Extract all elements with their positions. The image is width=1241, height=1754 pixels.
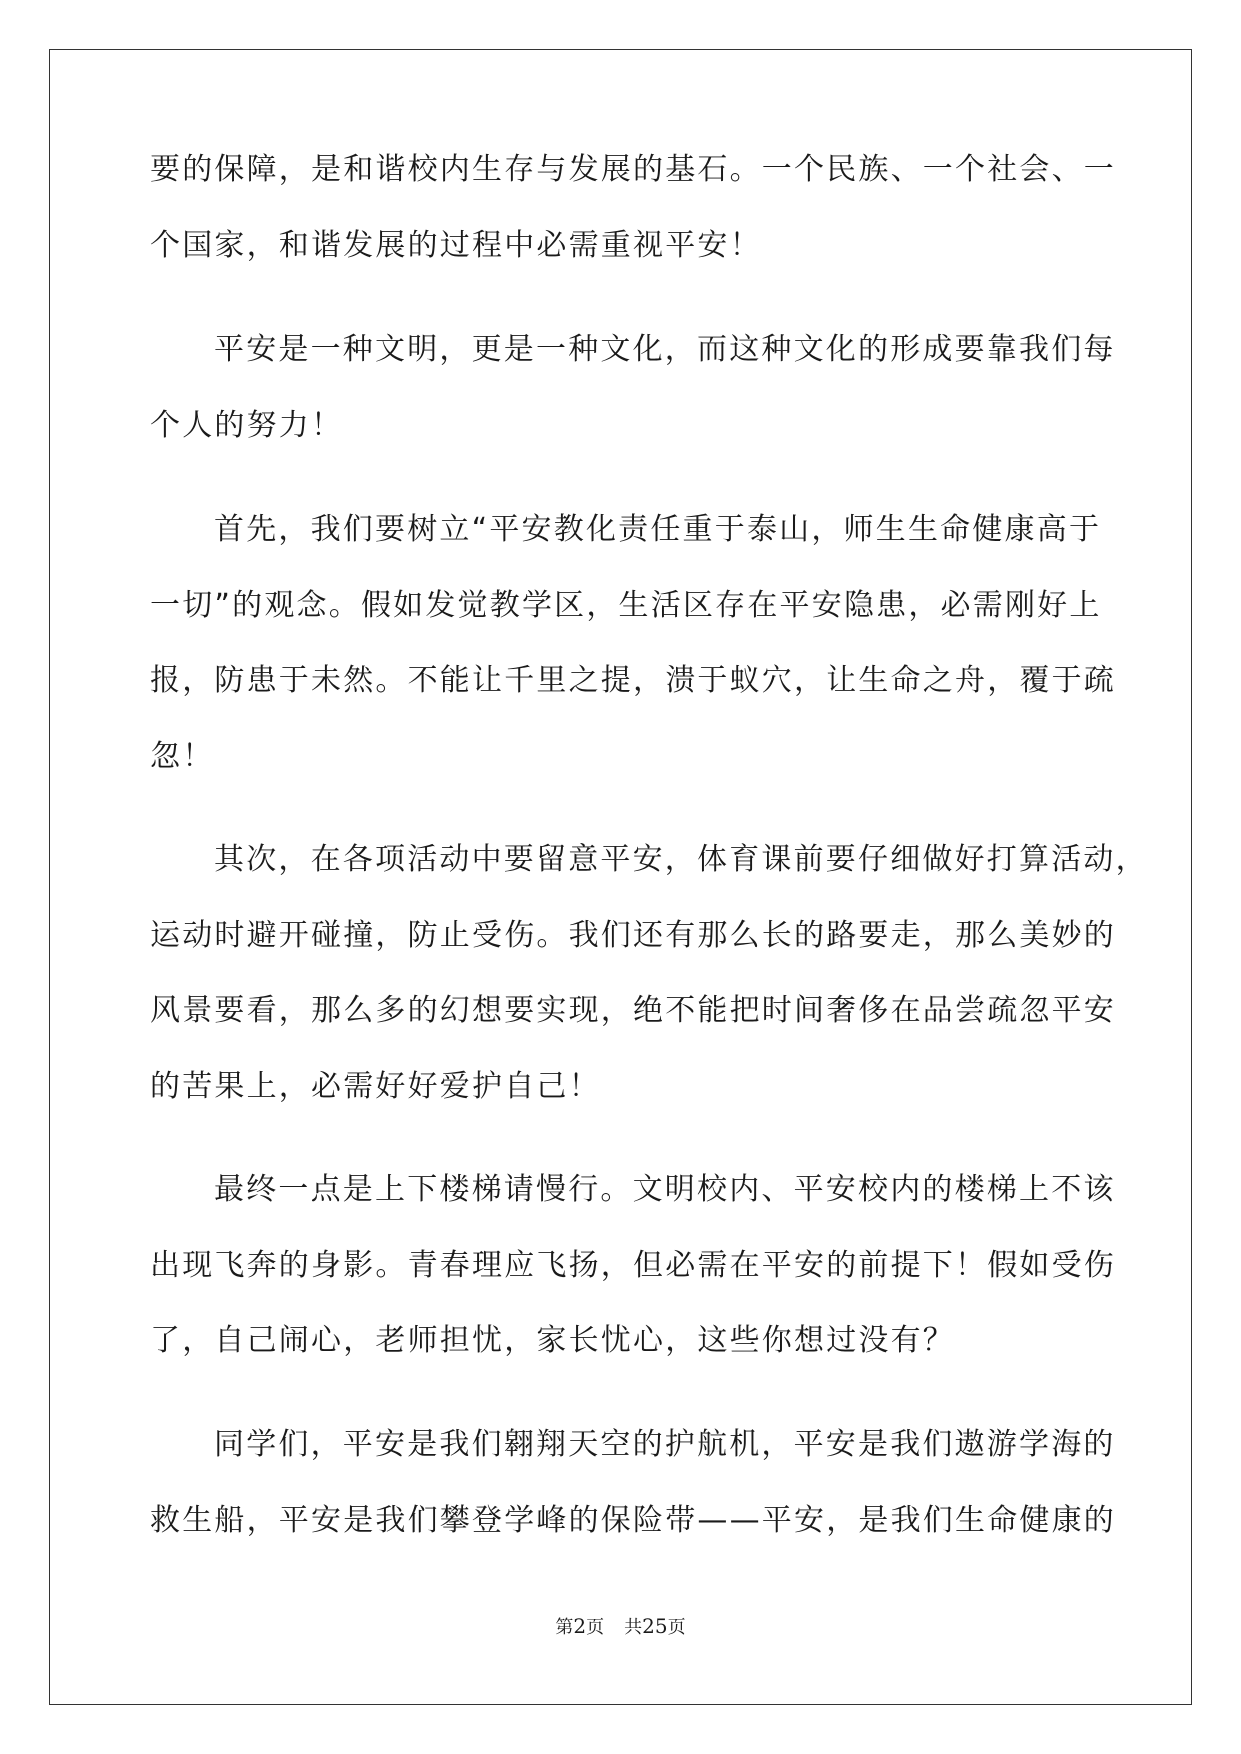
paragraph-first-line: 同学们，平安是我们翱翔天空的护航机，平安是我们遨游学海的 — [214, 1427, 1116, 1462]
text-line: 个人的努力！ — [150, 408, 344, 443]
text-line: 个国家，和谐发展的过程中必需重视平安！ — [150, 228, 762, 263]
page-footer — [0, 1614, 1241, 1640]
page-suffix: 页 — [586, 1617, 605, 1638]
text-line: 的苦果上，必需好好爱护自己！ — [150, 1069, 601, 1104]
text-line: 运动时避开碰撞，防止受伤。我们还有那么长的路要走，那么美妙的 — [150, 918, 1116, 953]
text-line: 一切”的观念。假如发觉教学区，生活区存在平安隐患，必需刚好上 — [150, 588, 1102, 623]
total-prefix: 共 — [624, 1617, 643, 1638]
text-line: 风景要看，那么多的幻想要实现，绝不能把时间奢侈在品尝疏忽平安 — [150, 993, 1116, 1028]
text-line: 救生船，平安是我们攀登学峰的保险带——平安，是我们生命健康的 — [150, 1503, 1116, 1538]
text-line: 忽！ — [150, 739, 215, 774]
paragraph-first-line: 其次，在各项活动中要留意平安，体育课前要仔细做好打算活动， — [214, 842, 1148, 877]
paragraph-first-line: 平安是一种文明，更是一种文化，而这种文化的形成要靠我们每 — [214, 332, 1116, 367]
total-suffix: 页 — [667, 1617, 686, 1638]
total-pages: 25 — [642, 1614, 668, 1638]
page-number: 2 — [573, 1614, 587, 1638]
paragraph-first-line: 最终一点是上下楼梯请慢行。文明校内、平安校内的楼梯上不该 — [214, 1172, 1116, 1207]
text-line: 报，防患于未然。不能让千里之提，溃于蚁穴，让生命之舟，覆于疏 — [150, 663, 1116, 698]
text-line: 要的保障，是和谐校内生存与发展的基石。一个民族、一个社会、一 — [150, 152, 1116, 187]
text-line: 了，自己闹心，老师担忧，家长忧心，这些你想过没有？ — [150, 1323, 955, 1358]
page-prefix: 第 — [555, 1617, 574, 1638]
paragraph-first-line: 首先，我们要树立“平安教化责任重于泰山，师生生命健康高于 — [214, 512, 1102, 547]
text-line: 出现飞奔的身影。青春理应飞扬，但必需在平安的前提下！假如受伤 — [150, 1248, 1116, 1283]
